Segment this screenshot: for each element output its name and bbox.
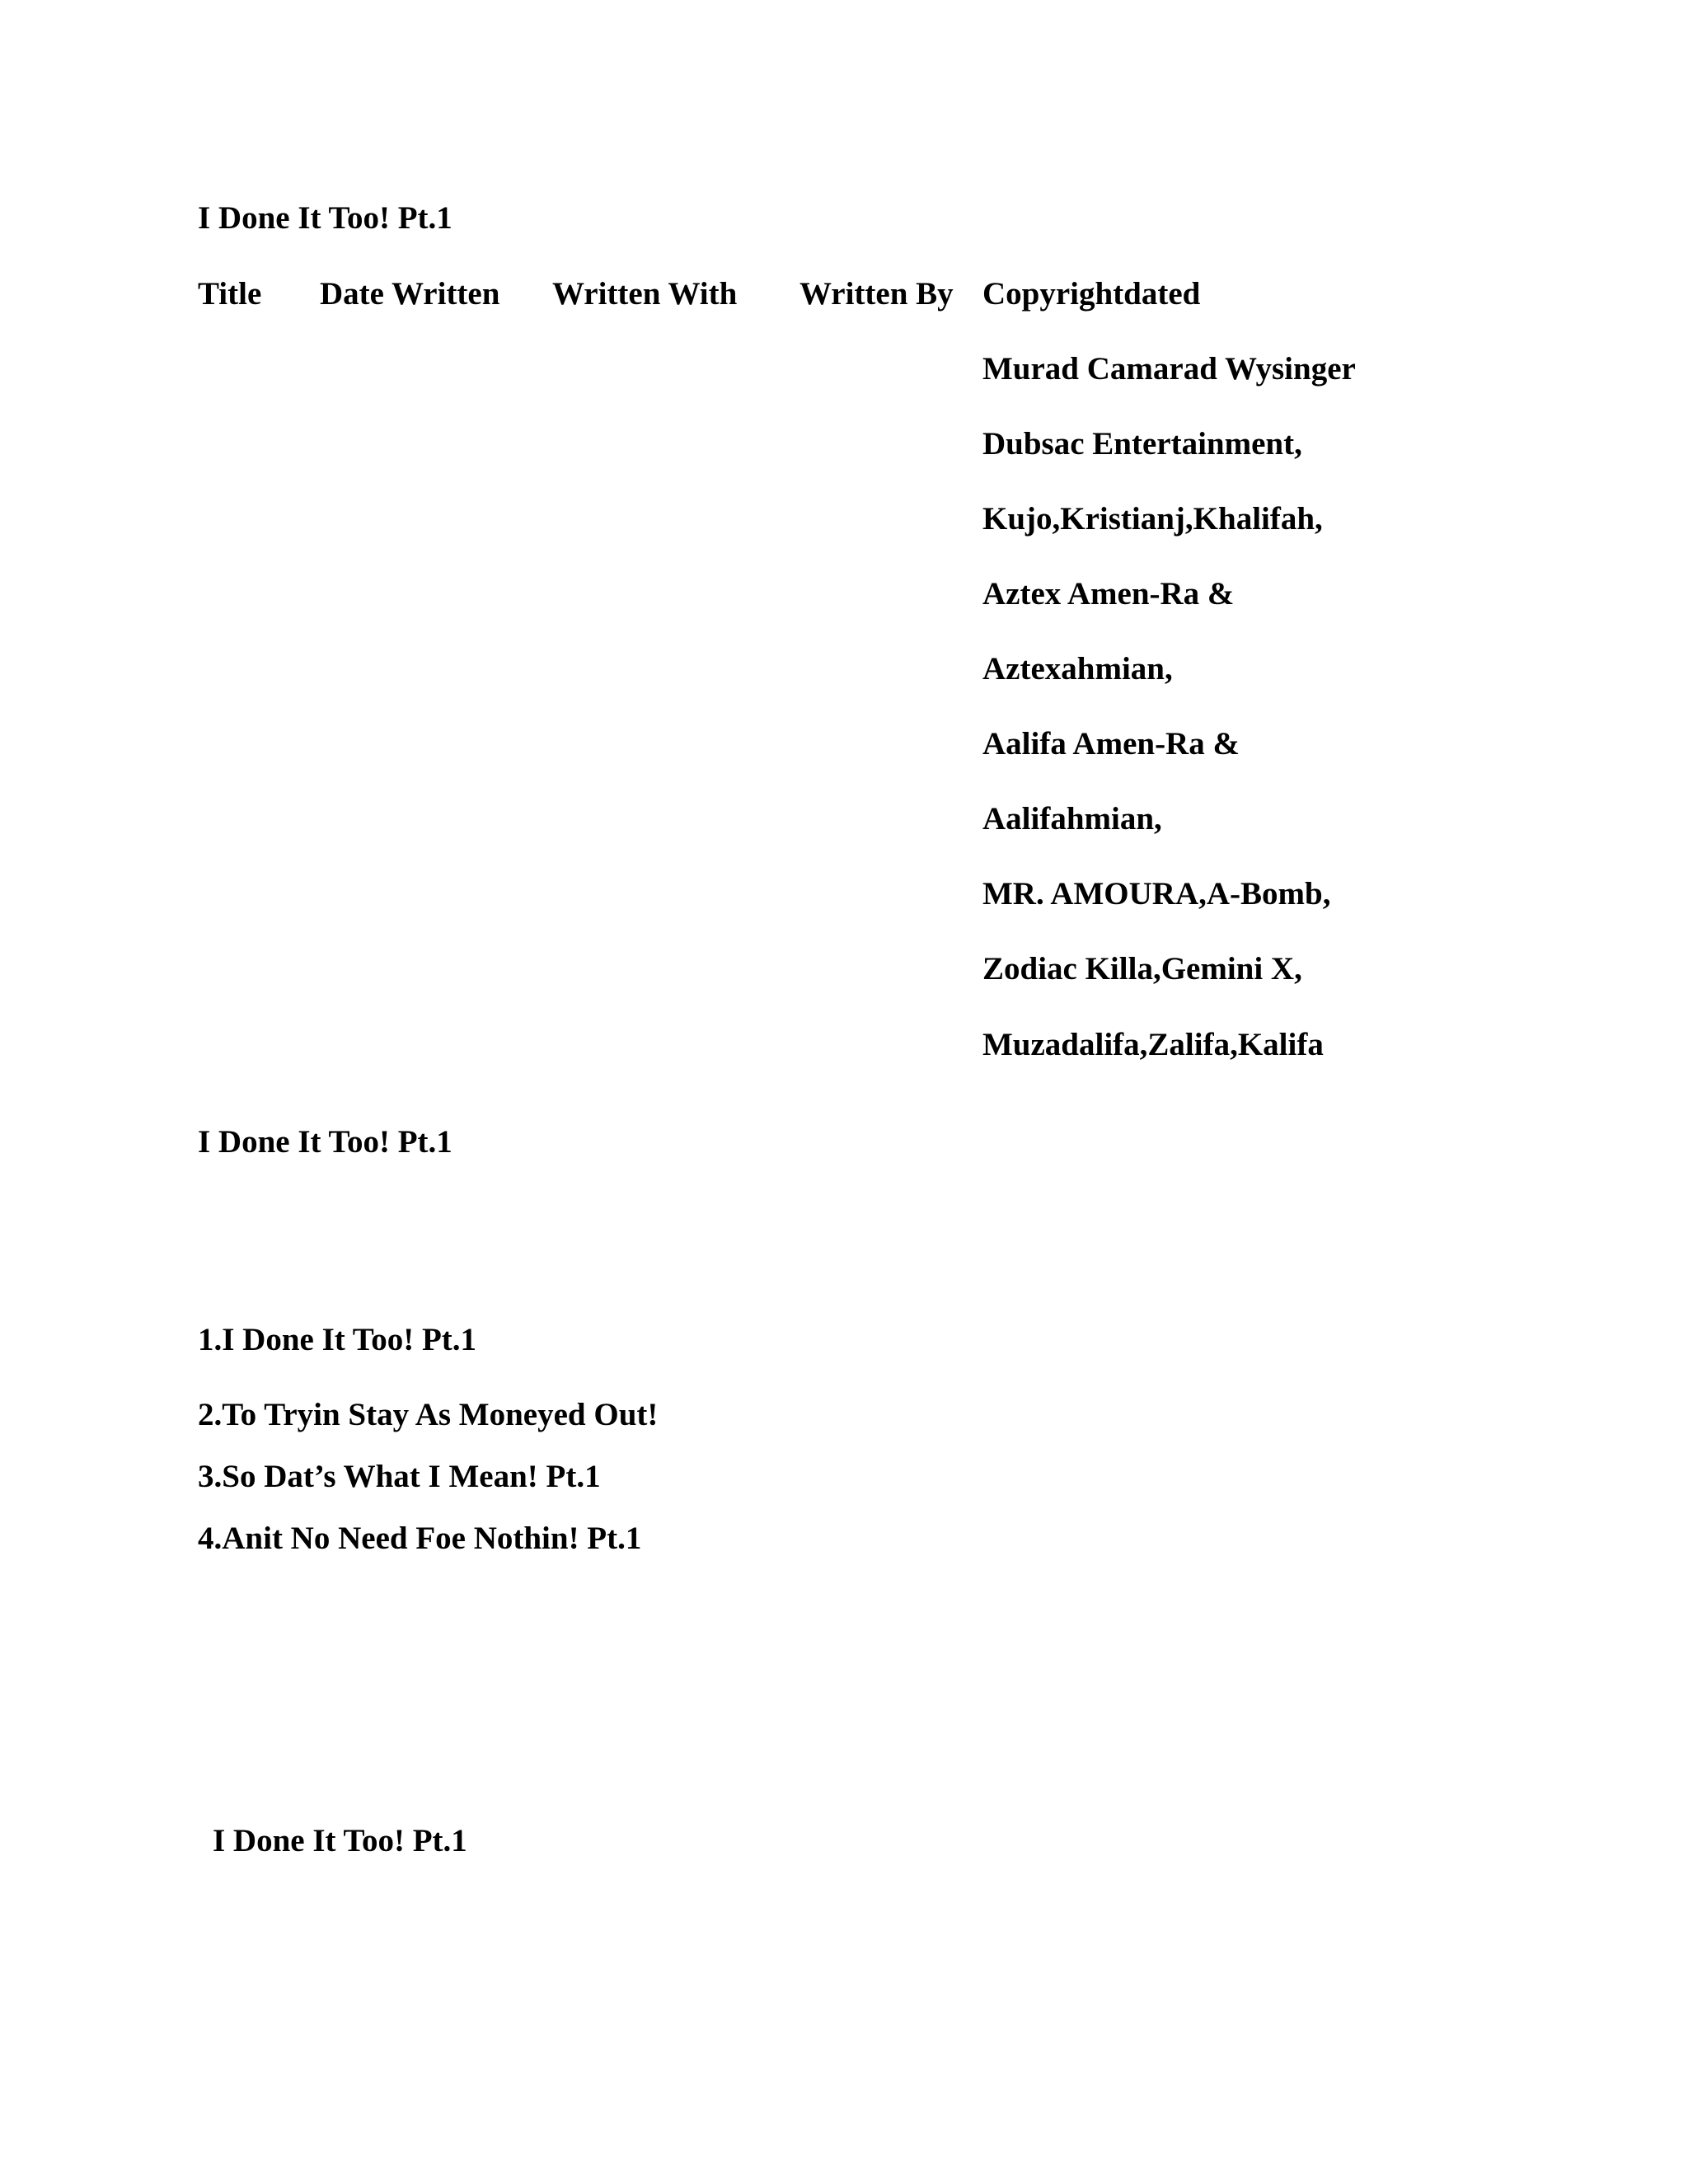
document-title: I Done It Too! Pt.1	[198, 200, 452, 236]
header-written-by: Written By	[799, 276, 954, 312]
track-item: 2.To Tryin Stay As Moneyed Out!	[198, 1397, 659, 1432]
credit-line: Dubsac Entertainment,	[982, 426, 1302, 462]
credit-line: Zodiac Killa,Gemini X,	[982, 951, 1302, 987]
track-item: 3.So Dat’s What I Mean! Pt.1	[198, 1459, 601, 1494]
credit-line: Aalifahmian,	[982, 801, 1162, 837]
section-heading: I Done It Too! Pt.1	[213, 1823, 467, 1858]
header-copyright: Copyrightdated	[982, 276, 1201, 312]
header-written-with: Written With	[552, 276, 738, 312]
track-item: 1.I Done It Too! Pt.1	[198, 1322, 477, 1357]
credit-line: Aztexahmian,	[982, 651, 1173, 687]
header-date-written: Date Written	[320, 276, 500, 312]
track-item: 4.Anit No Need Foe Nothin! Pt.1	[198, 1521, 642, 1556]
credit-line: Kujo,Kristianj,Khalifah,	[982, 501, 1323, 537]
header-title: Title	[198, 276, 262, 312]
credit-line: Murad Camarad Wysinger	[982, 351, 1356, 387]
credit-line: Muzadalifa,Zalifa,Kalifa	[982, 1027, 1324, 1062]
credit-line: Aztex Amen-Ra &	[982, 576, 1235, 612]
credit-line: Aalifa Amen-Ra &	[982, 726, 1240, 762]
section-heading: I Done It Too! Pt.1	[198, 1124, 452, 1160]
credit-line: MR. AMOURA,A-Bomb,	[982, 876, 1331, 912]
